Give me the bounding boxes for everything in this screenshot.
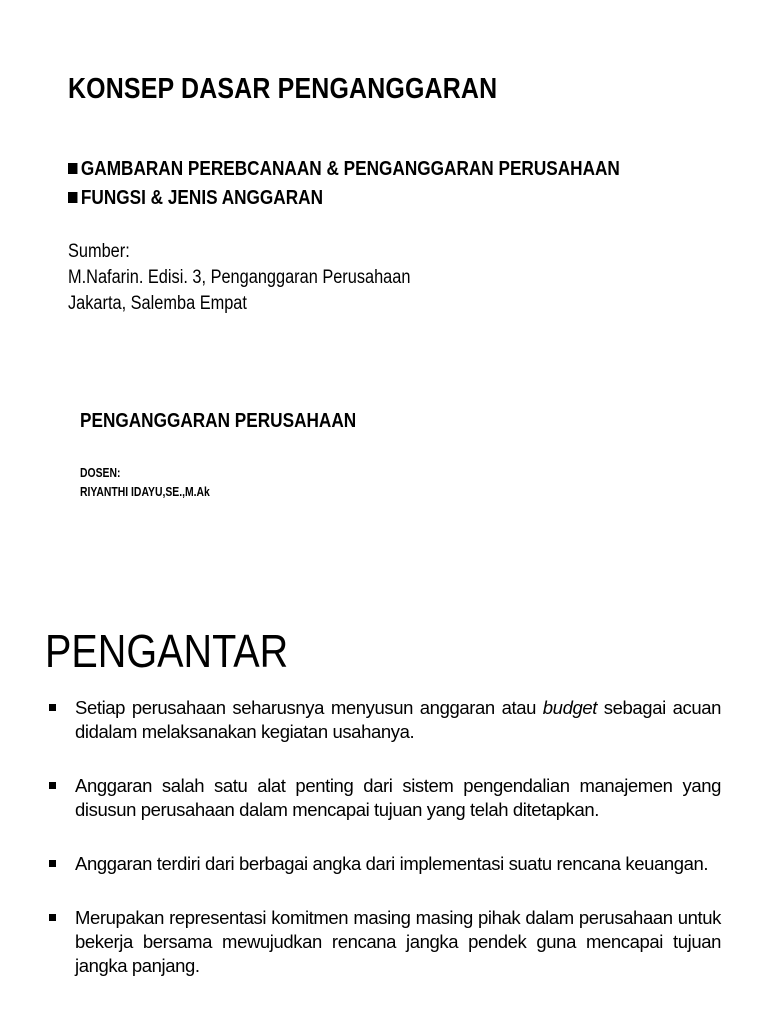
bullet-text: Merupakan representasi komitmen masing masing pihak dalam perusahaan untuk bekerja bersama mewujudkan rencana jangka pendek guna mencapai tujuan jangka panjang. (75, 907, 721, 976)
source-block (68, 239, 466, 317)
bullet-point (45, 906, 721, 978)
bullet-text-part: sebagai acuan didalam melaksanakan kegiatan usahanya. (75, 697, 722, 742)
bullet-point (45, 852, 721, 876)
lecturer-label: DOSEN: (80, 465, 121, 480)
square-bullet-icon (68, 192, 77, 203)
bullet-text-part: Setiap perusahaan seharusnya menyusun anggaran atau (75, 697, 543, 718)
topic-label: GAMBARAN PEREBCANAAN & PENGANGGARAN PERUSAHAAN (80, 158, 620, 180)
slide-title: PENGANTAR (45, 625, 289, 677)
bullet-text: Anggaran terdiri dari berbagai angka dari implementasi suatu rencana keuangan. (75, 853, 709, 874)
bullet-list (45, 696, 721, 1008)
topic-label: FUNGSI & JENIS ANGGARAN (80, 187, 324, 209)
topic-list (68, 155, 710, 213)
lecturer-name: RIYANTHI IDAYU,SE.,M.Ak (80, 484, 210, 499)
source-label: Sumber: (68, 241, 130, 262)
slide-title: KONSEP DASAR PENGANGGARAN (68, 73, 498, 105)
square-bullet-icon (68, 163, 77, 174)
bullet-text-emphasis: budget (542, 697, 597, 718)
topic-item (68, 184, 620, 213)
source-line: Jakarta, Salemba Empat (68, 293, 247, 314)
topic-item (68, 155, 620, 184)
bullet-point (45, 696, 721, 744)
slide-introduction (0, 512, 768, 1024)
bullet-text: Anggaran salah satu alat penting dari sistem pengendalian manajemen yang disusun perusahaan dalam mencapai tujuan yang telah ditetapkan. (75, 775, 721, 820)
bullet-text (75, 697, 721, 742)
lecturer-block (80, 463, 242, 501)
bullet-point (45, 774, 721, 822)
square-bullet-icon (49, 860, 56, 867)
course-title: PENGANGGARAN PERUSAHAAN (80, 410, 357, 432)
source-line: M.Nafarin. Edisi. 3, Penganggaran Perusahaan (68, 267, 411, 288)
square-bullet-icon (49, 782, 56, 789)
square-bullet-icon (49, 914, 56, 921)
square-bullet-icon (49, 704, 56, 711)
